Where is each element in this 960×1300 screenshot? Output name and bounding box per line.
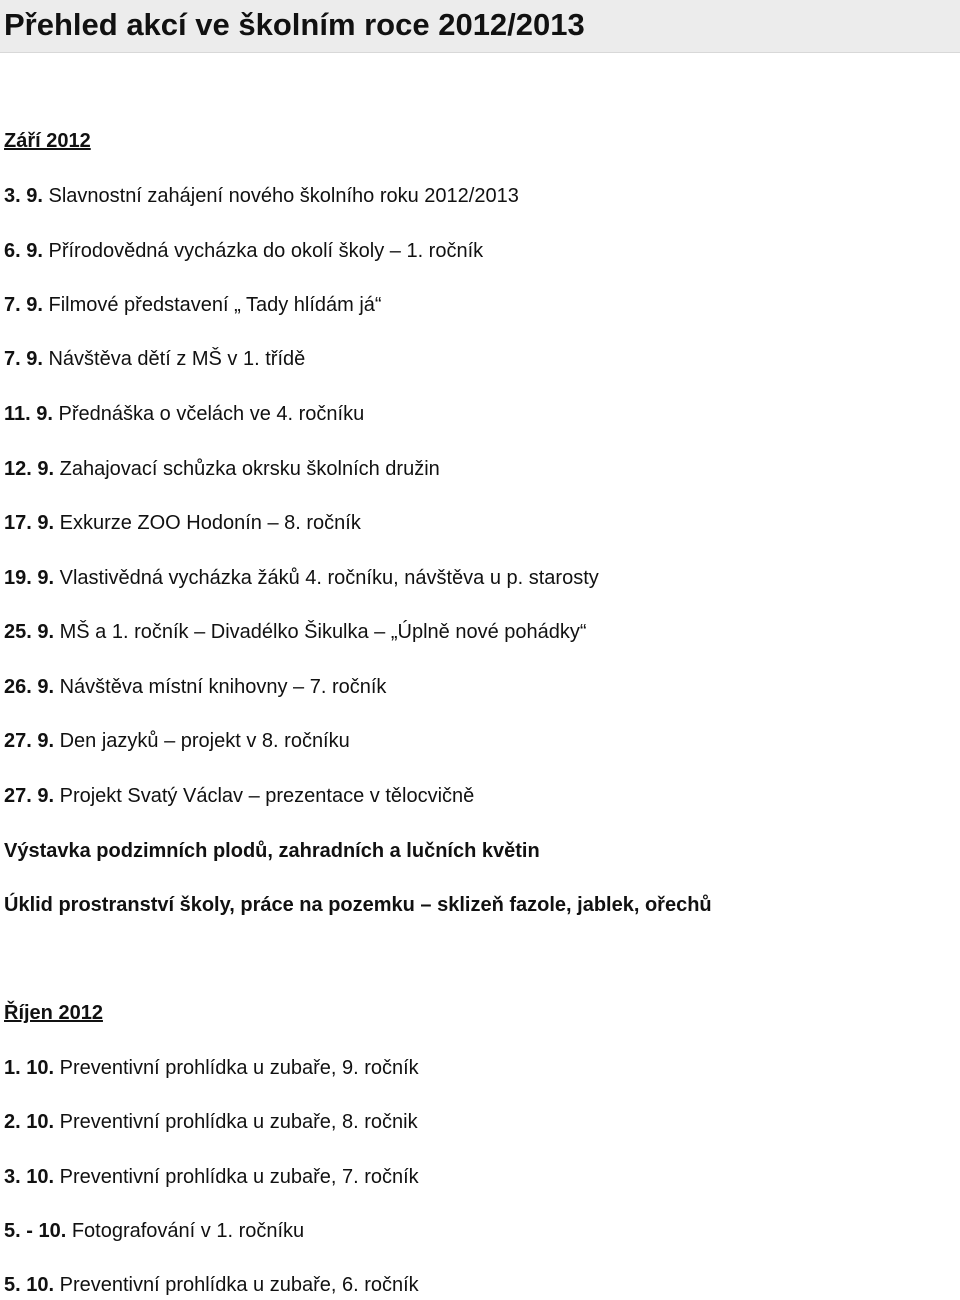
event-date: 7. 9. [4, 348, 43, 370]
event-date: 5. 10. [4, 1274, 55, 1296]
event-row [4, 510, 361, 536]
event-text: Vlastivědná vycházka žáků 4. ročníku, návštěva u p. starosty [54, 567, 599, 589]
event-date: 3. 9. [4, 185, 43, 207]
event-date: 27. 9. [4, 730, 55, 752]
event-date: 6. 9. [4, 240, 43, 262]
event-date: 11. 9. [4, 403, 53, 425]
event-row [4, 728, 350, 754]
event-row [4, 1109, 418, 1135]
event-date: 1. 10. [4, 1057, 55, 1079]
event-text: Návštěva dětí z MŠ v 1. třídě [42, 348, 306, 370]
event-date: 26. 9. [4, 676, 55, 698]
event-row [4, 346, 305, 372]
event-date: 5. - 10. [4, 1220, 67, 1242]
event-text: Fotografování v 1. ročníku [66, 1220, 305, 1242]
event-row [4, 783, 474, 809]
month-heading-september: Září 2012 [4, 130, 91, 152]
event-row [4, 292, 382, 318]
event-text: Den jazyků – projekt v 8. ročníku [54, 730, 350, 752]
event-row [4, 1055, 419, 1081]
event-text: Zahajovací schůzka okrsku školních družin [54, 458, 440, 480]
event-text: MŠ a 1. ročník – Divadélko Šikulka – „Úplně nové pohádky“ [54, 621, 587, 643]
event-text: Projekt Svatý Václav – prezentace v tělocvičně [54, 785, 475, 807]
month-heading-october: Říjen 2012 [4, 1002, 103, 1024]
event-text: Exkurze ZOO Hodonín – 8. ročník [54, 512, 361, 534]
title-bar [0, 0, 960, 53]
event-date: 19. 9. [4, 567, 55, 589]
event-row [4, 456, 440, 482]
event-text: Návštěva místní knihovny – 7. ročník [54, 676, 387, 698]
event-text: Preventivní prohlídka u zubaře, 8. ročnik [54, 1111, 418, 1133]
page-title: Přehled akcí ve školním roce 2012/2013 [4, 7, 585, 42]
event-date: 25. 9. [4, 621, 55, 643]
event-row [4, 401, 364, 427]
event-date: 17. 9. [4, 512, 55, 534]
event-date: 2. 10. [4, 1111, 55, 1133]
event-row [4, 619, 587, 645]
event-text: Filmové představení „ Tady hlídám já“ [42, 294, 382, 316]
event-text: Přírodovědná vycházka do okolí školy – 1. ročník [42, 240, 484, 262]
event-text: Preventivní prohlídka u zubaře, 7. ročník [54, 1166, 419, 1188]
event-row [4, 565, 599, 591]
event-row [4, 183, 519, 209]
event-text: Slavnostní zahájení nového školního roku 2012/2013 [42, 185, 519, 207]
event-row [4, 1272, 419, 1298]
month-note: Výstavka podzimních plodů, zahradních a lučních květin [4, 840, 540, 862]
event-date: 12. 9. [4, 458, 55, 480]
event-date: 3. 10. [4, 1166, 55, 1188]
event-row [4, 1218, 304, 1244]
month-note: Úklid prostranství školy, práce na pozemku – sklizeň fazole, jablek, ořechů [4, 894, 712, 916]
event-text: Přednáška o včelách ve 4. ročníku [52, 403, 365, 425]
event-date: 27. 9. [4, 785, 55, 807]
event-text: Preventivní prohlídka u zubaře, 9. ročník [54, 1057, 419, 1079]
event-row [4, 238, 483, 264]
event-row [4, 674, 386, 700]
event-text: Preventivní prohlídka u zubaře, 6. ročník [54, 1274, 419, 1296]
event-row [4, 1164, 419, 1190]
event-date: 7. 9. [4, 294, 43, 316]
